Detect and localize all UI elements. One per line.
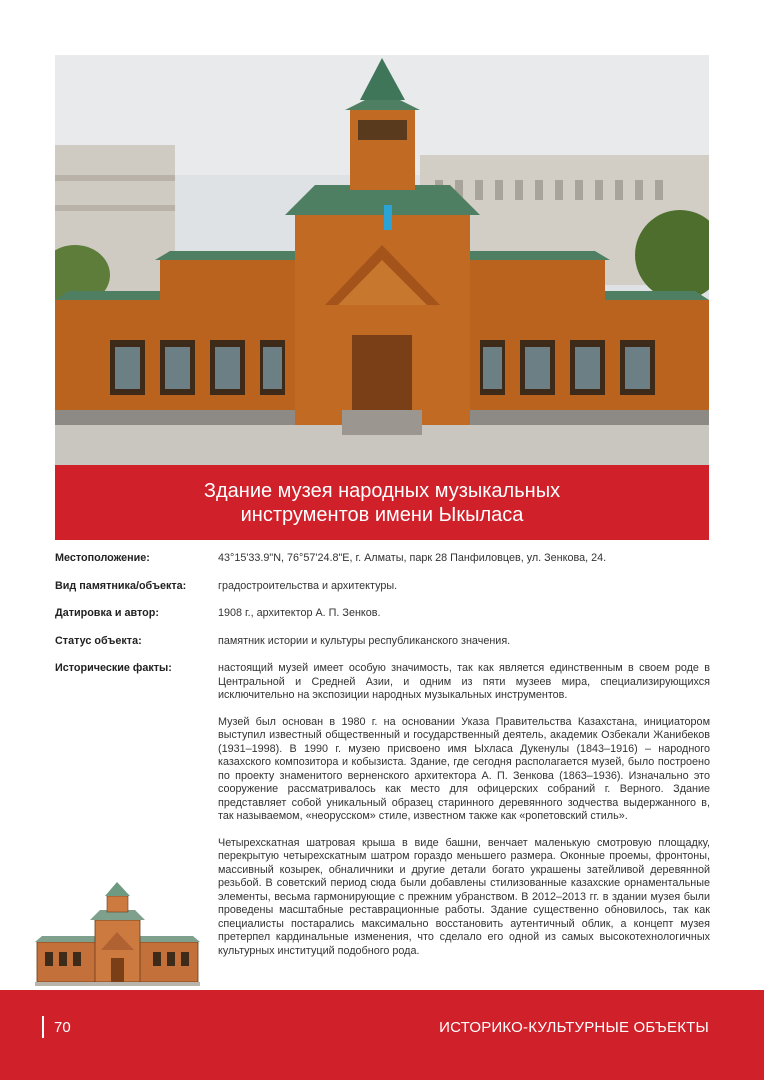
museum-sketch-illustration [35, 880, 200, 988]
info-label: Вид памятника/объекта: [55, 579, 187, 592]
info-row-status [55, 635, 710, 649]
info-label: Местоположение: [55, 552, 150, 564]
facts-label: Исторические факты: [55, 662, 172, 674]
info-row-type [55, 580, 710, 594]
page-title-line1: Здание музея народных музыкальных [203, 479, 561, 502]
info-row-dating [55, 607, 710, 621]
footer-divider [42, 1016, 44, 1038]
info-row-location [55, 552, 710, 566]
info-value: 43°15'33.9"N, 76°57'24.8"E, г. Алматы, парк 28 Панфиловцев, ул. Зенкова, 24. [218, 552, 607, 564]
section-title: ИСТОРИКО-КУЛЬТУРНЫЕ ОБЪЕКТЫ [439, 1019, 709, 1036]
info-value: градостроительства и архитектуры. [218, 579, 398, 592]
page-footer [0, 990, 764, 1080]
museum-photo [55, 55, 709, 465]
page-number: 70 [54, 1019, 71, 1036]
title-band [55, 465, 709, 540]
facts-paragraph: настоящий музей имеет особую значимость, так как является единственным в своем роде в Центральной и Средней Азии, и одним из пяти музеев мира, специализирующихся исключительно на экспозиции народных музыкальных инструментов. [218, 662, 710, 701]
facts-paragraph: Музей был основан в 1980 г. на основании Указа Правительства Казахстана, инициатором выступил известный общественный и государственный деятель, академик Озбекали Жанибеков (1931–1998). В 1990 г. музею присвоено имя Ыхласа Дукенулы (1843–1916) – народного казахского композитора и кобызиста. Здание, где сегодня располагается музей, было построено по проекту знаменитого верненского архитектора А. П. Зенкова (1863–1936). Изначально это сооружение рассматривалось как место для офицерских собраний г. Верного. Здание представляет собой уникальный образец старинного деревянного зодчества выдержанного в, так называемом, «неорусском» стиле, известном также как «ропетовский стиль». [218, 715, 710, 822]
info-value: памятник истории и культуры республиканского значения. [218, 634, 511, 647]
info-label: Статус объекта: [55, 634, 142, 647]
info-label: Датировка и автор: [55, 607, 159, 619]
page-title-line2: инструментов имени Ыкыласа [240, 503, 524, 526]
info-value: 1908 г., архитектор А. П. Зенков. [218, 607, 381, 619]
facts-text [218, 662, 710, 958]
facts-paragraph: Четырехскатная шатровая крыша в виде башни, венчает маленькую смотровую площадку, перекрытую четырехскатным шатром гораздо меньшего размера. Оконные проемы, фронтоны, массивный козырек, обналичники и другие детали богато украшены затейливой деревянной резьбой. В советский период сюда были добавлены стилизованные казахские орнаментальные элементы, весьма гармонирующие с прежним убранством. В 2012–2013 гг. в здании музея были проведены масштабные реставрационные работы. Здание существенно обновилось, так как специалисты постарались максимально восстановить аутентичный облик, а концепт музея претерпел кардинальные изменения, что сделало его одной из самых высокотехнологичных культурных институций подобного рода. [218, 836, 710, 957]
